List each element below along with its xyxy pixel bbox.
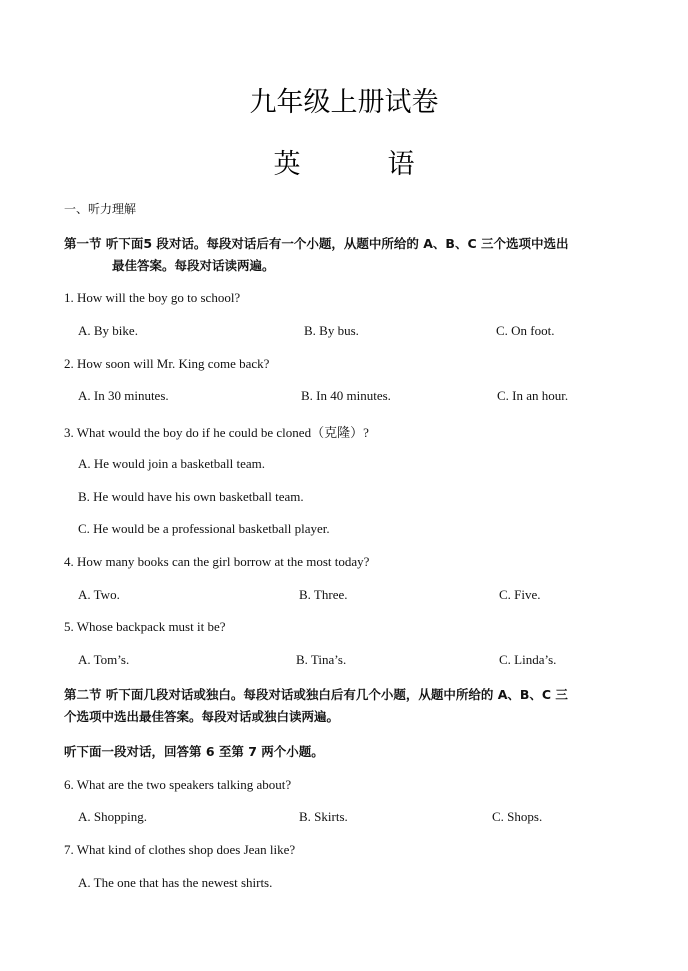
q6-option-a: A. Shopping. (78, 809, 147, 824)
q5-option-a: A. Tom’s. (78, 652, 130, 667)
q1-option-c: C. On foot. (496, 323, 555, 338)
q7-option-a: A. The one that has the newest shirts. (78, 875, 273, 890)
q4-option-b: B. Three. (299, 587, 348, 602)
q3-option-a: A. He would join a basketball team. (78, 456, 266, 471)
part1-instruction-line2: 最佳答案。每段对话读两遍。 (112, 258, 275, 273)
question-1: 1. How will the boy go to school? (64, 290, 241, 305)
q2-option-b: B. In 40 minutes. (301, 388, 391, 403)
q4-option-c: C. Five. (499, 587, 541, 602)
q5-option-b: B. Tina’s. (296, 652, 347, 667)
q6-option-c: C. Shops. (492, 809, 543, 824)
q4-option-a: A. Two. (78, 587, 120, 602)
q3-option-c: C. He would be a professional basketball player. (78, 521, 330, 536)
question-2: 2. How soon will Mr. King come back? (64, 356, 270, 371)
q3-option-b: B. He would have his own basketball team. (78, 489, 304, 504)
section-heading: 一、听力理解 (64, 202, 137, 216)
q1-option-b: B. By bus. (304, 323, 359, 338)
part1-instruction-line1: 第一节 听下面5 段对话。每段对话后有一个小题，从题中所给的 A、B、C 三个选项中选出 (64, 236, 569, 251)
q2-option-c: C. In an hour. (497, 388, 569, 403)
part2-dialogue-instruction: 听下面一段对话，回答第 6 至第 7 两个小题。 (64, 744, 324, 759)
question-5: 5. Whose backpack must it be? (64, 619, 226, 634)
q2-option-a: A. In 30 minutes. (78, 388, 169, 403)
page-subtitle: 英 语 (273, 149, 445, 180)
question-7: 7. What kind of clothes shop does Jean like? (64, 842, 296, 857)
page-title: 九年级上册试卷 (249, 87, 439, 118)
question-3: 3. What would the boy do if he could be cloned（克隆）? (64, 425, 369, 440)
question-4: 4. How many books can the girl borrow at the most today? (64, 554, 370, 569)
q5-option-c: C. Linda’s. (499, 652, 557, 667)
q6-option-b: B. Skirts. (299, 809, 348, 824)
part2-instruction-line2: 个选项中选出最佳答案。每段对话或独白读两遍。 (64, 709, 340, 724)
part2-instruction-line1: 第二节 听下面几段对话或独白。每段对话或独白后有几个小题，从题中所给的 A、B、C 三 (64, 687, 568, 702)
question-6: 6. What are the two speakers talking about? (64, 777, 292, 792)
q1-option-a: A. By bike. (78, 323, 138, 338)
